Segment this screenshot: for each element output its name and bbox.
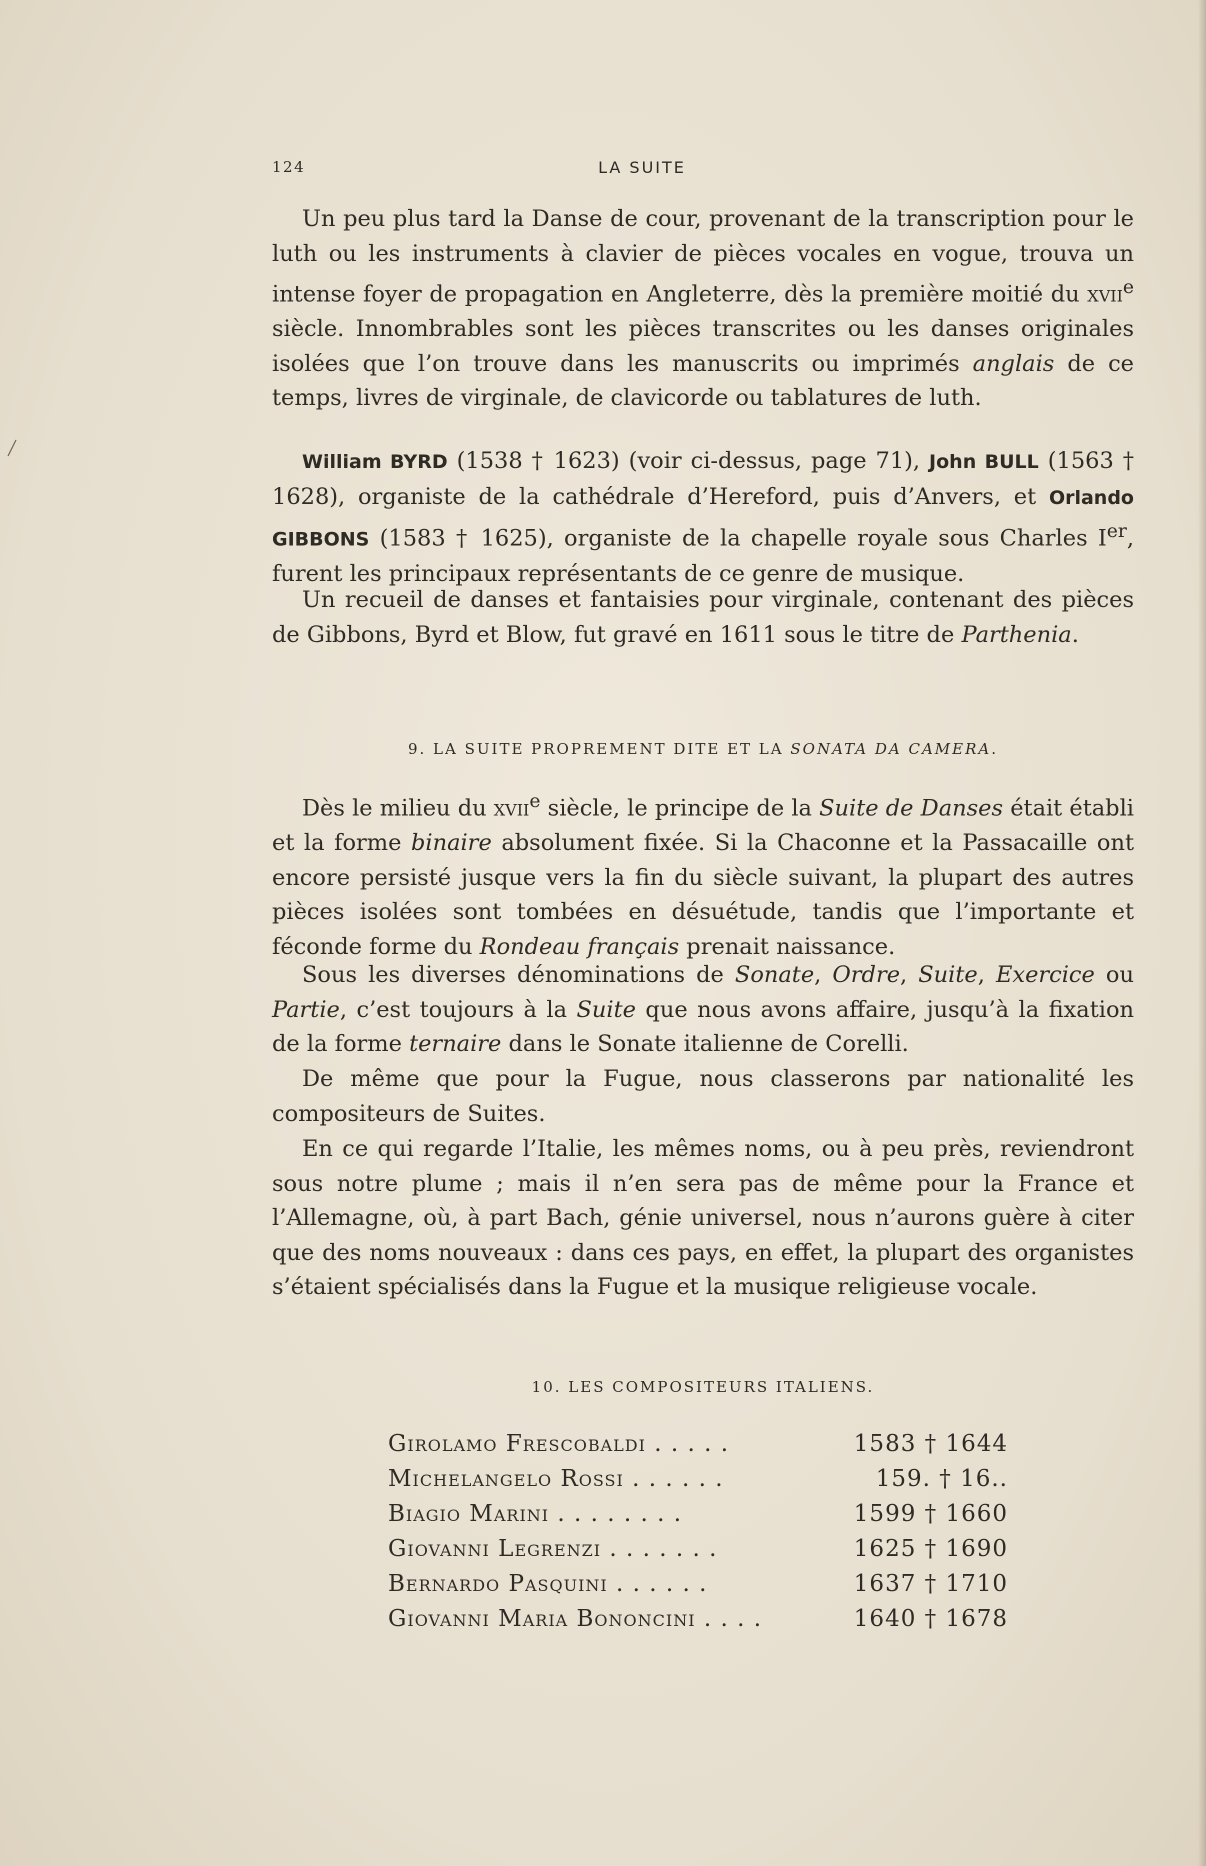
composer-name: Michelangelo Rossi . . . . . .	[388, 1466, 724, 1492]
composer-name: Giovanni Maria Bononcini . . . .	[388, 1606, 763, 1632]
composer-name: Giovanni Legrenzi . . . . . . .	[388, 1536, 718, 1562]
list-item	[388, 1427, 1008, 1462]
composer-name-gibbons: Orlando GIBBONS	[272, 486, 1134, 551]
section-heading-9: 9. LA SUITE PROPREMENT DITE ET LA SONATA DA CAMERA.	[407, 740, 999, 758]
paragraph-english-dances: Un peu plus tard la Danse de cour, provenant de la transcription pour le luth ou les instruments à clavier de pièces vocales en vogue, trouva un intense foyer de propagation en Angleterre, dès la première moitié du xvii$^e$ siècle. Innombrables sont les pièces transcrites ou les danses originales isolées que l’on trouve dans les manuscrits ou imprimés anglais de ce temps, livres de virginale, de clavicorde ou tablatures de luth.	[272, 206, 1134, 412]
paragraph-classification: De même que pour la Fugue, nous classerons par nationalité les compositeurs de Suites.	[272, 1066, 1134, 1127]
running-title: LA SUITE	[598, 158, 686, 177]
paragraph-italy-france-germany: En ce qui regarde l’Italie, les mêmes noms, ou à peu près, reviendront sous notre plume ; mais il n’en sera pas de même pour la France et l’Allemagne, où, à part Bach, génie universel, nous n’aurons guère à citer que des noms nouveaux : dans ces pays, en effet, la plupart des organistes s’étaient spécialisés dans la Fugue et la musique religieuse vocale.	[272, 1136, 1134, 1301]
composer-dates: 159. † 16..	[875, 1466, 1008, 1492]
section-heading-10: 10. LES COMPOSITEURS ITALIENS.	[531, 1378, 875, 1396]
composer-dates: 1583 † 1644	[853, 1431, 1008, 1457]
composer-dates: 1637 † 1710	[853, 1571, 1008, 1597]
list-item	[388, 1462, 1008, 1497]
composer-dates: 1625 † 1690	[853, 1536, 1008, 1562]
list-item	[388, 1602, 1008, 1637]
composer-name: Bernardo Pasquini . . . . . .	[388, 1571, 708, 1597]
list-item	[388, 1532, 1008, 1567]
composer-name-byrd: William BYRD	[302, 451, 448, 473]
paragraph-english-composers: William BYRD (1538 † 1623) (voir ci-dessus, page 71), John BULL (1563 † 1628), organiste de la cathédrale d’Hereford, puis d’Anvers, et Orlando GIBBONS (1583 † 1625), organiste de la chapelle royale sous Charles Ier, furent les principaux représentants de ce genre de musique.	[272, 448, 1135, 588]
paragraph-denominations: Sous les diverses dénominations de Sonate, Ordre, Suite, Exercice ou Partie, c’est toujours à la Suite que nous avons affaire, jusqu’à la fixation de la forme ternaire dans le Sonate italienne de Corelli.	[272, 962, 1134, 1058]
paragraph-parthenia: Un recueil de danses et fantaisies pour virginale, contenant des pièces de Gibbons, Byrd et Blow, fut gravé en 1611 sous le titre de Parthenia.	[272, 587, 1134, 648]
margin-pencil-mark	[5, 438, 19, 458]
composer-dates: 1599 † 1660	[853, 1501, 1008, 1527]
italian-composers-list	[388, 1427, 1008, 1637]
composer-name: Girolamo Frescobaldi . . . . .	[388, 1431, 730, 1457]
page-edge-shadow	[1198, 0, 1206, 1866]
page-header	[272, 158, 1012, 182]
list-item	[388, 1497, 1008, 1532]
list-item	[388, 1567, 1008, 1602]
composer-dates: 1640 † 1678	[853, 1606, 1008, 1632]
page-number: 124	[272, 158, 306, 176]
composer-name-bull: John BULL	[929, 451, 1039, 473]
composer-name: Biagio Marini . . . . . . . .	[388, 1501, 683, 1527]
paragraph-suite-de-danses: Dès le milieu du xvii$^e$ siècle, le principe de la Suite de Danses était établi et la forme binaire absolument fixée. Si la Chaconne et la Passacaille ont encore persisté jusque vers la fin du siècle suivant, la plupart des autres pièces isolées sont tombées en désuétude, tandis que l’importante et féconde forme du Rondeau français prenait naissance.	[272, 791, 1134, 960]
